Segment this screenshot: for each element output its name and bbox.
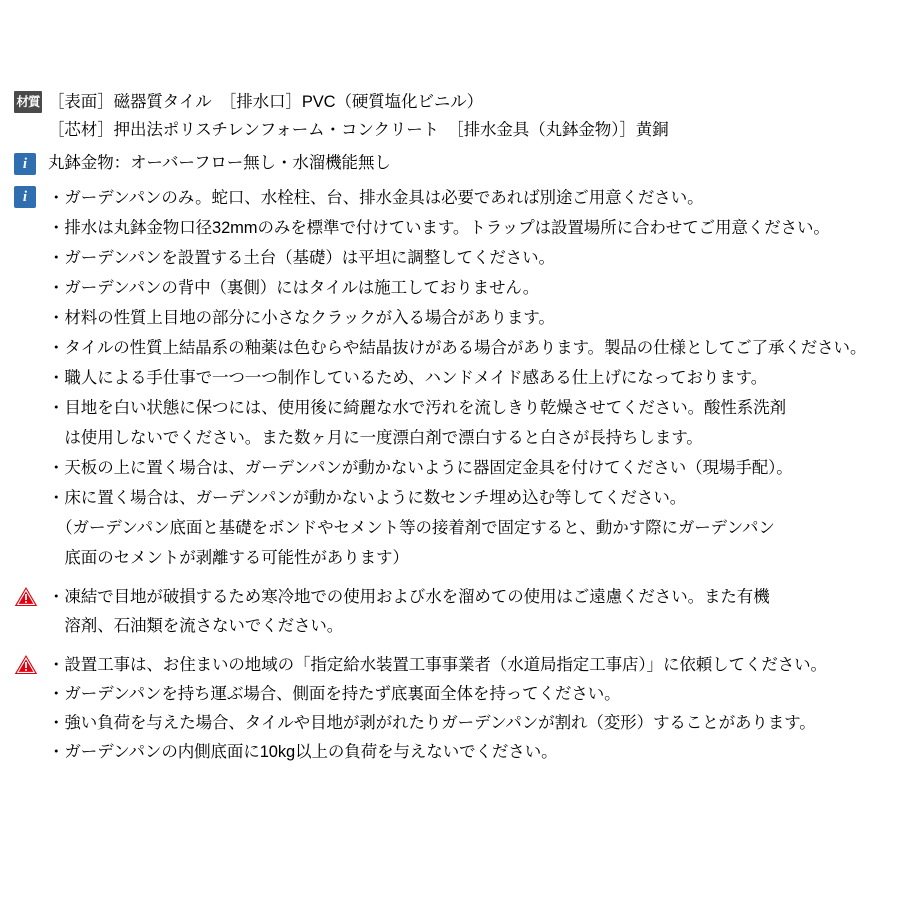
note-line: ・ガーデンパンの背中（裏側）にはタイルは施工しておりません。 [48,279,540,297]
badge-column [14,651,48,675]
warning-line: ・ガーデンパンを持ち運ぶ場合、側面を持たず底裏面全体を持ってください。 [48,685,621,703]
note-line: ・タイルの性質上結晶系の釉薬は色むらや結晶抜けがある場合があります。製品の仕様としてご了承ください。 [48,339,867,357]
warning-icon [14,654,38,675]
section-info-notes [0,183,900,573]
badge-column [14,183,48,208]
note-line: ・ガーデンパンのみ。蛇口、水栓柱、台、排水金具は必要であれば別途ご用意ください。 [48,189,704,207]
note-line: は使用しないでください。また数ヶ月に一度漂白剤で漂白すると白さが長持ちします。 [48,429,703,447]
note-line: ・床に置く場合は、ガーデンパンが動かないように数センチ埋め込む等してください。 [48,489,687,507]
note-line: ・天板の上に置く場合は、ガーデンパンが動かないように器固定金具を付けてください（現場手配）。 [48,459,793,477]
warning-line: ・凍結で目地が破損するため寒冷地での使用および水を溜めての使用はご遠慮ください。また有機 [48,588,770,606]
note-line: ・職人による手仕事で一つ一つ制作しているため、ハンドメイド感ある仕上げになっております。 [48,369,768,387]
warning-install-text-block [48,651,890,767]
note-line: （ガーデンパン底面と基礎をボンドやセメント等の接着剤で固定すると、動かす際にガーデンパン [48,519,775,537]
material-text-block [48,88,890,144]
badge-column [14,583,48,607]
info-icon: i [14,186,36,208]
warning-icon [14,586,38,607]
note-line: ・目地を白い状態に保つには、使用後に綺麗な水で汚れを流しきり乾燥させてください。酸性系洗剤 [48,399,787,417]
warning-line: ・ガーデンパンの内側底面に10kg以上の負荷を与えないでください。 [48,743,558,761]
info-drain-text-block [48,150,890,177]
note-line: 底面のセメントが剥離する可能性があります） [48,549,409,567]
warning-freeze-text-block [48,583,890,641]
badge-column [14,150,48,175]
note-line: ・材料の性質上目地の部分に小さなクラックが入る場合があります。 [48,309,555,327]
section-material [0,88,900,144]
section-warning-freeze [0,583,900,641]
info-drain-line: 丸鉢金物：オーバーフロー無し・水溜機能無し [48,154,391,172]
material-line: ［芯材］押出法ポリスチレンフォーム・コンクリート ［排水金具（丸鉢金物）］黄銅 [48,121,669,139]
section-warning-install [0,651,900,767]
info-notes-text-block [48,183,890,573]
info-icon: i [14,153,36,175]
warning-line: ・強い負荷を与えた場合、タイルや目地が剥がれたりガーデンパンが割れ（変形）することがあります。 [48,714,816,732]
note-line: ・ガーデンパンを設置する土台（基礎）は平坦に調整してください。 [48,249,555,267]
warning-line: 溶剤、石油類を流さないでください。 [48,617,344,635]
material-badge: 材質 [14,91,42,113]
section-info-drain [0,150,900,177]
warning-line: ・設置工事は、お住まいの地域の「指定給水装置工事事業者（水道局指定工事店）」に依頼してください。 [48,656,827,674]
badge-column [14,88,48,113]
material-line: ［表面］磁器質タイル ［排水口］PVC（硬質塩化ビニル） [48,93,484,111]
note-line: ・排水は丸鉢金物口径32mmのみを標準で付けています。トラップは設置場所に合わせてご用意ください。 [48,219,830,237]
